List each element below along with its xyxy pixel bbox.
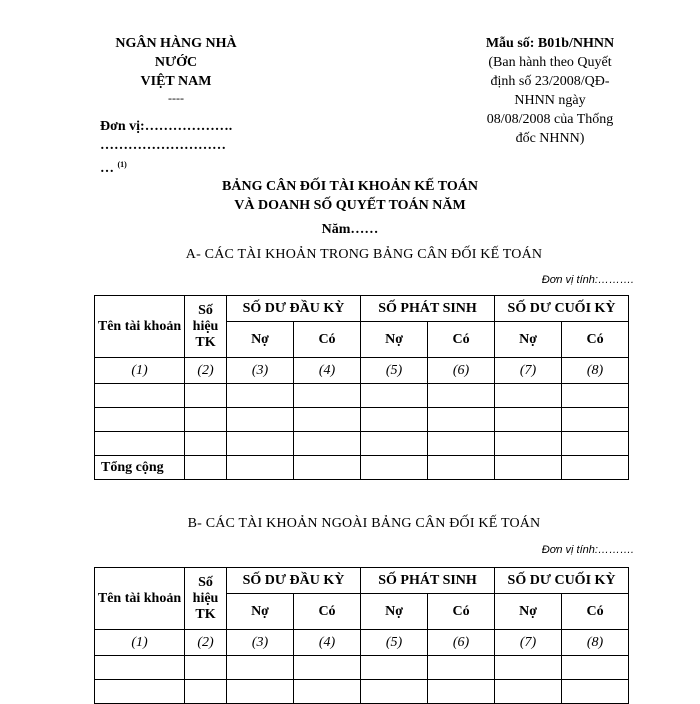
table-cell[interactable] xyxy=(227,656,294,680)
table-cell[interactable] xyxy=(294,456,361,480)
header-movement: SỐ PHÁT SINH xyxy=(361,568,495,594)
unit-dots-3: … xyxy=(100,161,114,176)
agency-line-2: NƯỚC xyxy=(154,55,198,70)
header-debit: Nợ xyxy=(361,322,428,358)
table-cell[interactable] xyxy=(185,456,227,480)
col-number: (5) xyxy=(361,630,428,656)
header-opening-balance: SỐ DƯ ĐẦU KỲ xyxy=(227,568,361,594)
year-line: Năm…… xyxy=(321,222,379,237)
table-cell[interactable] xyxy=(294,384,361,408)
header-credit: Có xyxy=(562,322,629,358)
table-cell[interactable] xyxy=(361,408,428,432)
issued-line-5: đốc NHNN) xyxy=(515,131,585,146)
header-debit: Nợ xyxy=(227,594,294,630)
header-account-no-3: TK xyxy=(195,334,216,350)
table-cell[interactable] xyxy=(95,432,185,456)
table-cell[interactable] xyxy=(95,408,185,432)
table-cell[interactable] xyxy=(227,384,294,408)
table-cell[interactable] xyxy=(227,456,294,480)
agency-line-3: VIỆT NAM xyxy=(140,74,212,89)
issued-line-3: NHNN ngày xyxy=(514,93,586,108)
agency-line-1: NGÂN HÀNG NHÀ xyxy=(115,36,237,51)
table-cell[interactable] xyxy=(361,656,428,680)
col-number: (2) xyxy=(185,630,227,656)
table-cell[interactable] xyxy=(562,456,629,480)
header-debit: Nợ xyxy=(227,322,294,358)
header-credit: Có xyxy=(428,594,495,630)
column-number-row xyxy=(95,358,629,384)
table-cell[interactable] xyxy=(95,384,185,408)
header-account-name: Tên tài khoản xyxy=(95,296,185,358)
table-cell[interactable] xyxy=(185,432,227,456)
table-cell[interactable] xyxy=(562,656,629,680)
header-closing-balance: SỐ DƯ CUỐI KỲ xyxy=(495,568,629,594)
col-number: (1) xyxy=(95,358,185,384)
table-cell[interactable] xyxy=(562,384,629,408)
table-cell[interactable] xyxy=(428,432,495,456)
unit-label: Đơn vị: xyxy=(100,119,145,134)
header-account-no-2: hiệu xyxy=(192,590,219,606)
table-cell[interactable] xyxy=(185,408,227,432)
col-number: (6) xyxy=(428,630,495,656)
table-cell[interactable] xyxy=(95,656,185,680)
table-cell[interactable] xyxy=(294,432,361,456)
unit-field xyxy=(100,117,260,178)
table-cell[interactable] xyxy=(227,432,294,456)
table-cell[interactable] xyxy=(428,456,495,480)
header-closing-balance: SỐ DƯ CUỐI KỲ xyxy=(495,296,629,322)
col-number: (2) xyxy=(185,358,227,384)
header-account-no xyxy=(185,296,227,358)
table-cell[interactable] xyxy=(495,432,562,456)
unit-dots-2: ……………………… xyxy=(100,138,226,153)
table-cell[interactable] xyxy=(185,384,227,408)
header-credit: Có xyxy=(294,322,361,358)
unit-dots-1: ………………. xyxy=(144,119,233,134)
header-opening-balance: SỐ DƯ ĐẦU KỲ xyxy=(227,296,361,322)
table-cell[interactable] xyxy=(294,408,361,432)
table-cell[interactable] xyxy=(227,408,294,432)
section-a-table xyxy=(94,295,629,480)
section-b-unit-note: Đơn vị tính:………. xyxy=(541,544,634,556)
col-number: (5) xyxy=(361,358,428,384)
table-cell[interactable] xyxy=(361,456,428,480)
col-number: (4) xyxy=(294,630,361,656)
table-cell[interactable] xyxy=(361,432,428,456)
table-cell[interactable] xyxy=(495,456,562,480)
total-row xyxy=(95,456,629,480)
agency-separator: ---- xyxy=(168,91,184,105)
header-account-no-2: hiệu xyxy=(192,318,219,334)
footnote-mark: (1) xyxy=(117,160,127,169)
issued-line-2: định số 23/2008/QĐ- xyxy=(490,74,610,89)
table-cell[interactable] xyxy=(428,408,495,432)
col-number: (3) xyxy=(227,358,294,384)
table-cell[interactable] xyxy=(562,432,629,456)
header-credit: Có xyxy=(294,594,361,630)
total-label: Tổng cộng xyxy=(95,456,185,480)
header-account-no-1: Số xyxy=(198,302,213,318)
form-number: Mẫu số: B01b/NHNN xyxy=(485,36,615,51)
header-debit: Nợ xyxy=(495,594,562,630)
issued-line-1: (Ban hành theo Quyết xyxy=(488,55,612,70)
table-row xyxy=(95,432,629,456)
column-number-row xyxy=(95,630,629,656)
header-account-no xyxy=(185,568,227,630)
table-cell[interactable] xyxy=(428,656,495,680)
header-account-no-1: Số xyxy=(198,574,213,590)
table-cell[interactable] xyxy=(495,656,562,680)
agency-header xyxy=(96,34,256,105)
col-number: (7) xyxy=(495,630,562,656)
table-row xyxy=(95,384,629,408)
table-cell[interactable] xyxy=(562,408,629,432)
section-a-unit-note: Đơn vị tính:………. xyxy=(541,274,634,286)
title-line-2: VÀ DOANH SỐ QUYẾT TOÁN NĂM xyxy=(234,198,466,213)
table-cell[interactable] xyxy=(495,408,562,432)
col-number: (8) xyxy=(562,630,629,656)
table-cell[interactable] xyxy=(495,384,562,408)
table-header-row xyxy=(95,568,629,594)
section-a-title: A- CÁC TÀI KHOẢN TRONG BẢNG CÂN ĐỐI KẾ TOÁN xyxy=(185,247,543,262)
title-line-1: BẢNG CÂN ĐỐI TÀI KHOẢN KẾ TOÁN xyxy=(222,179,478,194)
header-account-name: Tên tài khoản xyxy=(95,568,185,630)
table-cell[interactable] xyxy=(428,384,495,408)
issued-line-4: 08/08/2008 của Thống xyxy=(486,112,614,127)
header-credit: Có xyxy=(428,322,495,358)
col-number: (4) xyxy=(294,358,361,384)
table-cell[interactable] xyxy=(294,656,361,680)
col-number: (6) xyxy=(428,358,495,384)
header-credit: Có xyxy=(562,594,629,630)
header-account-no-3: TK xyxy=(195,606,216,622)
col-number: (1) xyxy=(95,630,185,656)
table-cell[interactable] xyxy=(361,384,428,408)
form-info xyxy=(468,34,632,148)
col-number: (8) xyxy=(562,358,629,384)
table-cell[interactable] xyxy=(185,656,227,680)
header-movement: SỐ PHÁT SINH xyxy=(361,296,495,322)
table-header-row xyxy=(95,296,629,322)
header-debit: Nợ xyxy=(361,594,428,630)
section-b-title: B- CÁC TÀI KHOẢN NGOÀI BẢNG CÂN ĐỐI KẾ TOÁN xyxy=(187,516,541,531)
header-debit: Nợ xyxy=(495,322,562,358)
document-title xyxy=(150,177,550,215)
table-row xyxy=(95,656,629,680)
table-row xyxy=(95,408,629,432)
col-number: (7) xyxy=(495,358,562,384)
section-b-table xyxy=(94,567,629,704)
col-number: (3) xyxy=(227,630,294,656)
